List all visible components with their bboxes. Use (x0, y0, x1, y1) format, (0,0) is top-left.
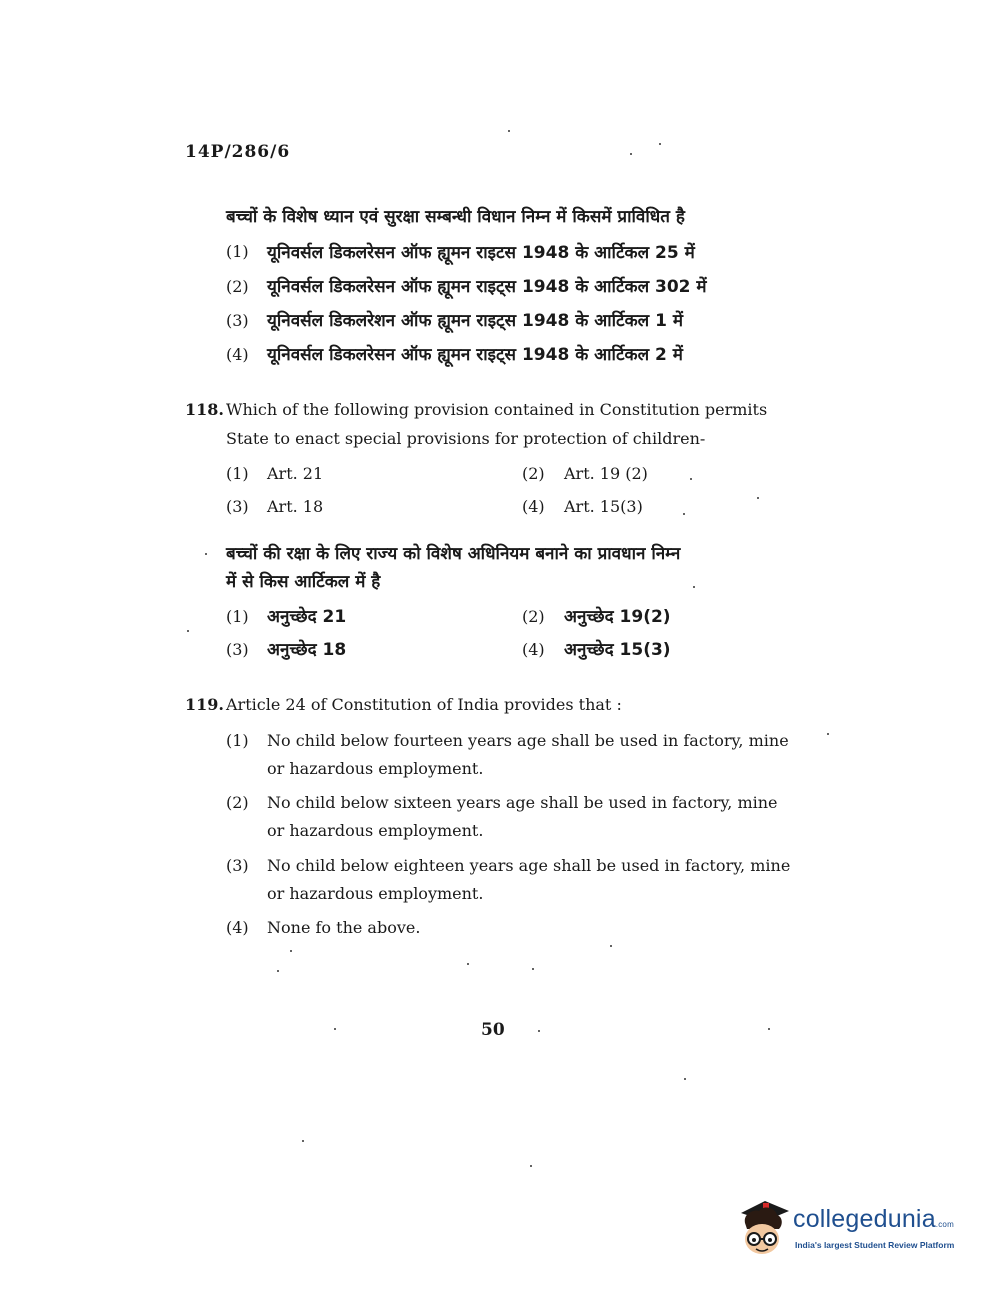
scan-speck (290, 950, 292, 952)
scan-speck (205, 553, 207, 555)
q118-hindi-option-2-num: (2) (522, 607, 545, 626)
scan-speck (630, 153, 632, 155)
q118-hindi-option-3-text: अनुच्छेद 18 (267, 640, 347, 660)
q117-option-4-text: यूनिवर्सल डिकलरेसन ऑफ ह्यूमन राइट्स 1948 के आर्टिकल 2 में (267, 345, 683, 365)
scan-speck (768, 1028, 770, 1030)
q118-question-line1: Which of the following provision contained in Constitution permits (226, 400, 768, 419)
q118-hindi-option-1-num: (1) (226, 607, 249, 626)
q119-question: Article 24 of Constitution of India provides that : (226, 695, 622, 714)
q119-option-3-num: (3) (226, 856, 249, 875)
q118-hindi-option-3-num: (3) (226, 640, 249, 659)
q118-question-line2: State to enact special provisions for protection of children- (226, 429, 706, 448)
q118-hindi-option-4-text: अनुच्छेद 15(3) (564, 640, 671, 660)
q118-option-2-num: (2) (522, 464, 545, 483)
brand-name: collegedunia.com (793, 1205, 954, 1233)
scan-speck (467, 963, 469, 965)
q119-option-4-line1: None fo the above. (267, 918, 421, 937)
q118-hindi-line2: में से किस आर्टिकल में है (226, 572, 381, 592)
q119-option-3-line1: No child below eighteen years age shall be used in factory, mine (267, 856, 791, 875)
scan-speck (277, 970, 279, 972)
scan-speck (508, 130, 510, 132)
q119-number: 119. (185, 695, 224, 714)
q117-option-2-text: यूनिवर्सल डिकलरेसन ऑफ ह्यूमन राइट्स 1948 के आर्टिकल 302 में (267, 277, 707, 297)
q117-option-1-num: (1) (226, 242, 249, 261)
q117-hindi-question: बच्चों के विशेष ध्यान एवं सुरक्षा सम्बन्धी विधान निम्न में किसमें प्राविधित है (226, 207, 685, 227)
collegedunia-watermark (735, 1195, 965, 1265)
scan-speck (683, 513, 685, 515)
q118-option-4-text: Art. 15(3) (564, 497, 643, 516)
q119-option-2-line1: No child below sixteen years age shall be used in factory, mine (267, 793, 778, 812)
paper-code: 14P/286/6 (185, 142, 291, 162)
q117-option-1-text: यूनिवर्सल डिकलरेसन ऑफ ह्यूमन राइटस 1948 के आर्टिकल 25 में (267, 243, 695, 263)
q119-option-1-line1: No child below fourteen years age shall be used in factory, mine (267, 731, 789, 750)
q118-option-3-text: Art. 18 (267, 497, 324, 516)
scan-speck (187, 630, 189, 632)
q118-hindi-option-4-num: (4) (522, 640, 545, 659)
mascot-icon (735, 1195, 791, 1261)
q119-option-3-line2: or hazardous employment. (267, 884, 484, 903)
q117-option-2-num: (2) (226, 277, 249, 296)
scan-speck (610, 945, 612, 947)
scan-speck (538, 1030, 540, 1032)
scan-speck (659, 143, 661, 145)
q117-option-3-num: (3) (226, 311, 249, 330)
scan-speck (693, 586, 695, 588)
scan-speck (302, 1140, 304, 1142)
q119-option-2-num: (2) (226, 793, 249, 812)
q119-option-1-num: (1) (226, 731, 249, 750)
scan-speck (530, 1165, 532, 1167)
q118-hindi-option-1-text: अनुच्छेद 21 (267, 607, 347, 627)
scan-speck (684, 1078, 686, 1080)
q117-option-4-num: (4) (226, 345, 249, 364)
q118-option-1-num: (1) (226, 464, 249, 483)
q118-option-1-text: Art. 21 (267, 464, 324, 483)
q118-option-2-text: Art. 19 (2) (564, 464, 648, 483)
brand-tagline: India's largest Student Review Platform (795, 1240, 955, 1250)
q118-option-3-num: (3) (226, 497, 249, 516)
scan-speck (532, 968, 534, 970)
scan-speck (757, 497, 759, 499)
scan-speck (334, 1028, 336, 1030)
q119-option-4-num: (4) (226, 918, 249, 937)
q118-hindi-option-2-text: अनुच्छेद 19(2) (564, 607, 671, 627)
scan-speck (827, 733, 829, 735)
scan-speck (690, 478, 692, 480)
q119-option-2-line2: or hazardous employment. (267, 821, 484, 840)
page-number: 50 (481, 1020, 505, 1040)
q118-option-4-num: (4) (522, 497, 545, 516)
q119-option-1-line2: or hazardous employment. (267, 759, 484, 778)
q117-option-3-text: यूनिवर्सल डिकलरेशन ऑफ ह्यूमन राइट्स 1948 के आर्टिकल 1 में (267, 311, 683, 331)
q118-hindi-line1: बच्चों की रक्षा के लिए राज्य को विशेष अधिनियम बनाने का प्रावधान निम्न (226, 544, 681, 564)
q118-number: 118. (185, 400, 224, 419)
